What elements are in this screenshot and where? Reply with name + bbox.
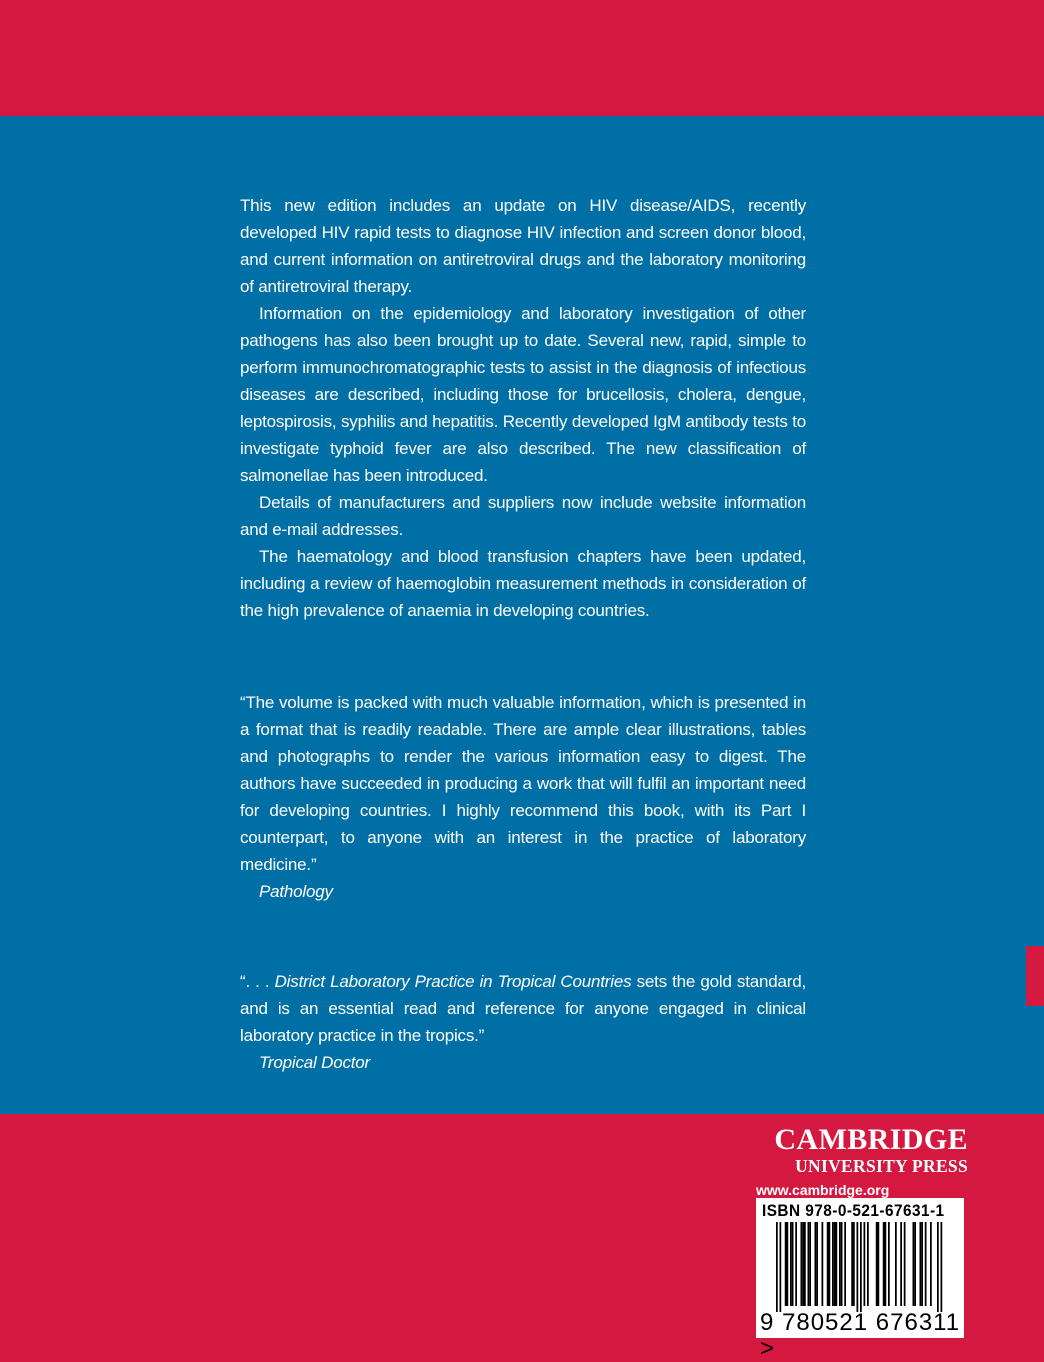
barcode-bar (921, 1222, 923, 1306)
barcode-bar (776, 1222, 778, 1312)
barcode-bar (860, 1222, 862, 1312)
barcode-bar (785, 1222, 787, 1306)
isbn-barcode-block (756, 1198, 964, 1362)
barcode-bar (867, 1222, 869, 1306)
review-source: Pathology (259, 882, 333, 901)
barcode-bar (895, 1222, 897, 1306)
barcode-bar (787, 1222, 789, 1306)
barcode-bar (816, 1222, 818, 1306)
barcode-bar (801, 1222, 803, 1306)
barcode-bar (809, 1222, 811, 1306)
description-paragraph: This new edition includes an update on HIV disease/AIDS, recently developed HIV rapid tests to diagnose HIV infection and screen donor blood, and current information on antiretroviral drugs and the laboratory monitoring of antiretroviral therapy. (240, 196, 806, 296)
barcode-bar (839, 1222, 841, 1306)
barcode-bar (827, 1222, 829, 1306)
barcode-bar (937, 1222, 939, 1312)
barcode-bar (914, 1222, 916, 1306)
barcode-bar (841, 1222, 843, 1306)
barcode-bar (836, 1222, 838, 1306)
barcode-bar (864, 1222, 866, 1306)
publisher-website: www.cambridge.org (756, 1182, 890, 1198)
barcode-bar (857, 1222, 859, 1312)
barcode-bar (930, 1222, 932, 1306)
barcode-digits: 9 780521 676311 > (760, 1309, 961, 1362)
barcode-bar (876, 1222, 878, 1306)
review-pathology (240, 689, 806, 905)
review-tropical-doctor (240, 968, 806, 1076)
isbn-label: ISBN 978-0-521-67631-1 (762, 1202, 945, 1220)
quote-prefix: “. . . (240, 972, 275, 991)
description-paragraph: Information on the epidemiology and laboratory investigation of other pathogens has also been brought up to date. Several new, rapid, simple to perform immunochromatographic tests to assist in the diagnosis of infectious diseases are described, including those for brucellosis, cholera, dengue, leptospirosis, syphilis and hepatitis. Recently developed IgM antibody tests to investigate typhoid fever are also described. The new classification of salmonellae has been introduced. (240, 304, 806, 485)
quote-rest: sets the gold standard, and is an essential read and reference for anyone engaged in clinical laboratory practice in the tropics.” (240, 972, 806, 1045)
barcode-bar (920, 1222, 922, 1306)
barcode-bar (808, 1222, 810, 1306)
barcode-bar (885, 1222, 887, 1306)
top-red-band (0, 0, 1044, 116)
barcode-bar (790, 1222, 792, 1306)
side-red-tab (1026, 946, 1044, 1006)
publisher-name: CAMBRIDGE (774, 1123, 968, 1156)
barcode-bar (804, 1222, 806, 1306)
barcode-bar (925, 1222, 927, 1306)
barcode-bar (888, 1222, 890, 1306)
barcode-bar (844, 1222, 846, 1306)
barcode-bar (795, 1222, 797, 1306)
barcode-bar (832, 1222, 834, 1306)
publisher-subname: UNIVERSITY PRESS (795, 1156, 968, 1176)
review-source: Tropical Doctor (259, 1053, 370, 1072)
barcode-bar (780, 1222, 782, 1312)
barcode-icon (756, 1222, 964, 1312)
barcode-bar (941, 1222, 943, 1312)
book-description (240, 192, 806, 624)
publisher-logo (756, 1124, 968, 1201)
review-quote: “The volume is packed with much valuable information, which is presented in a format that is readily readable. There are ample clear illustrations, tables and photographs to render the various information easy to digest. The authors have succeeded in producing a work that will fulfil an important need for developing countries. I highly recommend this book, with its Part I counterpart, to anyone with an interest in the practice of laboratory medicine.” (240, 693, 806, 874)
review-quote (240, 968, 806, 1049)
barcode-bar (834, 1222, 836, 1306)
barcode-bar (802, 1222, 804, 1306)
barcode-bar (904, 1222, 906, 1306)
barcode-bar (853, 1222, 855, 1306)
barcode-bar (900, 1222, 902, 1306)
barcode-bar (822, 1222, 824, 1306)
barcode-bar (878, 1222, 880, 1306)
barcode-bar (815, 1222, 817, 1306)
barcode-bar (792, 1222, 794, 1306)
barcode-bar (883, 1222, 885, 1306)
quoted-book-title: District Laboratory Practice in Tropical Countries (274, 972, 632, 991)
description-paragraph: Details of manufacturers and suppliers now include website information and e-mail addresses. (240, 493, 806, 539)
barcode-bar (851, 1222, 853, 1306)
barcode-bar (913, 1222, 915, 1306)
barcode-bar (829, 1222, 831, 1306)
description-paragraph: The haematology and blood transfusion chapters have been updated, including a review of haemoglobin measurement methods in consideration of the high prevalence of anaemia in developing countries. (240, 547, 806, 620)
